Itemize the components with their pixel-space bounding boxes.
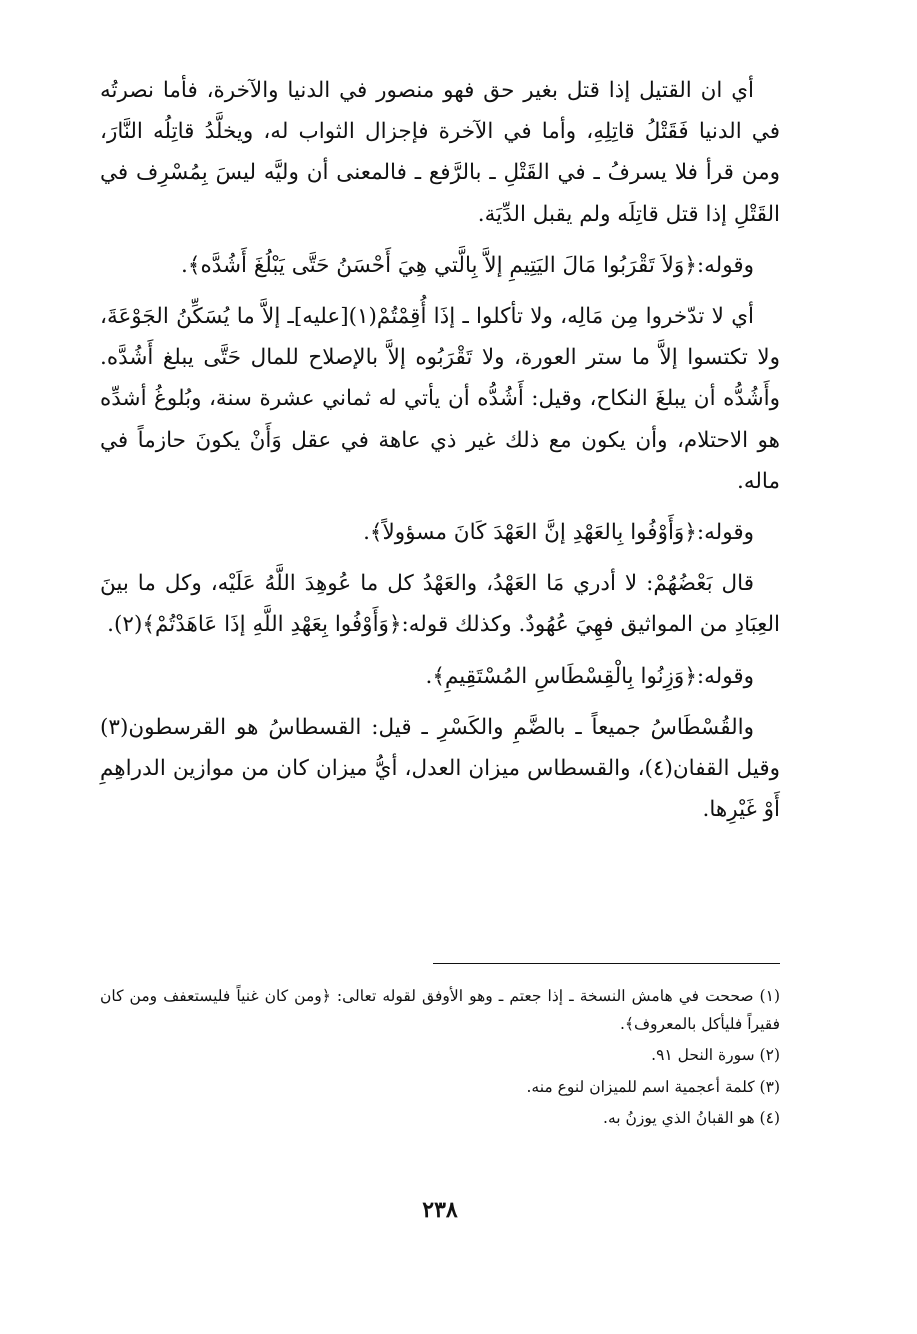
page-number: ٢٣٨ (422, 1197, 458, 1223)
footnote-divider (433, 963, 780, 964)
paragraph-killed-unjustly: أي ان القتيل إذا قتل بغير حق فهو منصور في الدنيا والآخرة، فأما نصرتُه في الدنيا فَقَتْلُ قاتِلِهِ، وأما في الآخرة فإجزال الثواب له، ويخلَّدُ قاتِلُه النَّارَ، ومن قرأ فلا يسرفُ ـ في القَتْلِ ـ بالرَّفع ـ فالمعنى أن وليَّه ليسَ بِمُسْرِف في القَتْلِ إذا قتل قاتِلَه ولم يقبل الدِّيَة. (100, 78, 780, 227)
main-text (100, 70, 780, 830)
verse-orphan-property: وقوله:﴿وَلاَ تَقْرَبُوا مَالَ اليَتِيمِ إلاَّ بِالَّتي هِيَ أَحْسَنُ حَتَّى يَبْلُغَ أَشُدَّه﴾. (181, 252, 754, 278)
paragraph-qistas-explanation: والقُسْطَاسُ جميعاً ـ بالضَّمِ والكَسْرِ ـ قيل: القسطاسُ هو القرسطون(٣) وقيل القفان(٤)، والقسطاس ميزان العدل، أيُّ ميزان كان من موازين الدراهِمِ أَوْ غَيْرِها. (100, 714, 780, 823)
book-page (100, 70, 780, 1250)
footnote-2: (٢) سورة النحل ٩١. (651, 1046, 780, 1064)
footnote-1: (١) صححت في هامش النسخة ـ إذا جعتم ـ وهو الأوفق لقوله تعالى: ﴿ومن كان غنياً فليستعفف ومن كان فقيراً فليأكل بالمعروف﴾. (100, 987, 780, 1033)
verse-fulfill-covenant: وقوله:﴿وَأَوْفُوا بِالعَهْدِ إنَّ العَهْدَ كَانَ مسؤولاً﴾. (363, 520, 754, 546)
footnote-3: (٣) كلمة أعجمية اسم للميزان لنوع منه. (526, 1077, 780, 1096)
footnote-4: (٤) هو القبانُ الذي يوزنُ به. (603, 1109, 780, 1127)
paragraph-orphan-explanation: أي لا تدّخروا مِن مَالِه، ولا تأكلوا ـ إذَا أُقِمْتُمْ(١)[عليه]ـ إلاَّ ما يُسَكِّنُ الجَوْعَةَ، ولا تكتسوا إلاَّ ما ستر العورة، ولا تَقْرَبُوه إلاَّ بالإصلاح للمال حَتَّى يبلغ أَشُدَّه. وأَشُدُّه أن يبلغَ النكاح، وقيل: أَشُدُّه أن يأتي له ثماني عشرة سنة، وبُلوغُ أشدِّه هو الاحتلام، وأن يكون مع ذلك غير ذي عاهة في عقل وَأَنْ يكونَ حازماً في ماله. (100, 304, 780, 494)
footnotes (100, 983, 780, 1137)
verse-straight-balance: وقوله:﴿وَزِنُوا بِالْقِسْطَاسِ المُسْتَقِيمِ﴾. (425, 663, 754, 689)
paragraph-covenant-explanation: قال بَعْضُهُمْ: لا أدري مَا العَهْدُ، والعَهْدُ كل ما عُوهِدَ اللَّهُ عَلَيْه، وكل ما بينَ العِبَادِ من المواثيق فهِيَ عُهُودٌ. وكذلك قوله:﴿وَأَوْفُوا بِعَهْدِ اللَّهِ إذَا عَاهَدْتُمْ﴾(٢). (100, 571, 780, 638)
